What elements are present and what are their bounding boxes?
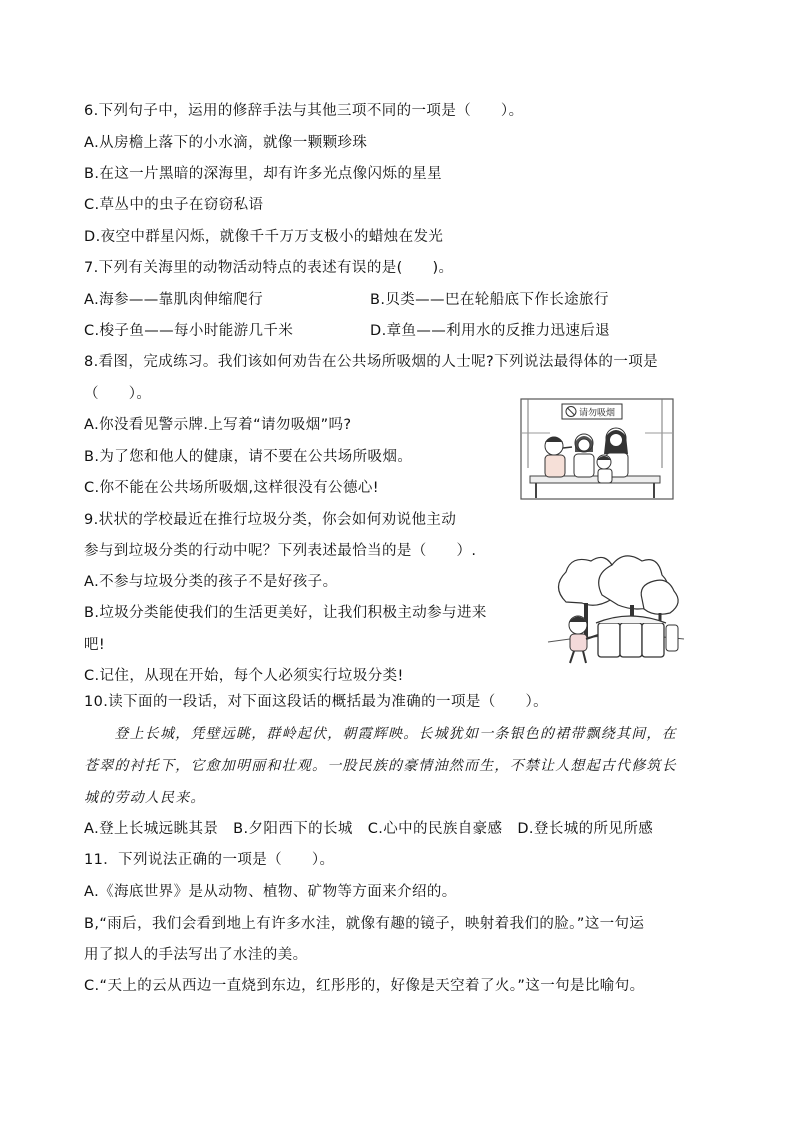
smoking-scene-image	[520, 398, 674, 500]
q9-option-b-line2: 吧!	[84, 637, 106, 653]
no-smoking-sign-text: 请勿吸烟	[579, 408, 616, 419]
q10-passage-line3: 城的劳动人民来。	[84, 790, 206, 806]
q9-option-b-line1: B.垃圾分类能使我们的生活更美好，让我们积极主动参与进来	[84, 605, 487, 621]
q7-option-d: D.章鱼——利用水的反推力迅速后退	[370, 323, 611, 339]
q11-option-c: C.“天上的云从西边一直烧到东边，红彤彤的，好像是天空着了火。”这一句是比喻句。	[84, 978, 645, 994]
q8-option-b: B.为了您和他人的健康，请不要在公共场所吸烟。	[84, 449, 413, 465]
q8-stem-line2: （ ）。	[84, 386, 152, 402]
q11-option-a: A.《海底世界》是从动物、植物、矿物等方面来介绍的。	[84, 884, 457, 900]
q6-stem: 6.下列句子中，运用的修辞手法与其他三项不同的一项是（ ）。	[84, 103, 524, 119]
garbage-sorting-image	[546, 547, 686, 667]
q11-stem: 11．下列说法正确的一项是（ ）。	[84, 852, 335, 868]
q10-passage-line2: 苍翠的衬托下，它愈加明丽和壮观。一股民族的豪情油然而生，不禁让人想起古代修筑长	[84, 758, 677, 774]
q7-option-b: B.贝类——巴在轮船底下作长途旅行	[370, 292, 609, 308]
q10-passage-line1: 登上长城，凭壁远眺，群岭起伏，朝霞辉映。长城犹如一条银色的裙带飘绕其间，在	[84, 726, 677, 742]
q11-option-b-line2: 用了拟人的手法写出了水洼的美。	[84, 947, 308, 963]
q10-stem: 10.读下面的一段话，对下面这段话的概括最为准确的一项是（ ）。	[84, 694, 549, 710]
q9-option-a: A.不参与垃圾分类的孩子不是好孩子。	[84, 574, 338, 590]
q11-option-b-line1: B,“雨后，我们会看到地上有许多水洼，就像有趣的镜子，映射着我们的脸。”这一句运	[84, 916, 645, 932]
q8-option-a: A.你没看见警示牌.上写着“请勿吸烟”吗?	[84, 417, 352, 433]
q9-option-c: C.记住，从现在开始，每个人必须实行垃圾分类!	[84, 668, 404, 684]
q10-options: A.登上长城远眺其景 B.夕阳西下的长城 C.心中的民族自豪感 D.登长城的所见所感	[84, 821, 654, 837]
q9-illustration	[546, 547, 686, 667]
q8-stem-line1: 8.看图，完成练习。我们该如何劝告在公共场所吸烟的人士呢?下列说法最得体的一项是	[84, 354, 659, 370]
q7-stem: 7.下列有关海里的动物活动特点的表述有误的是( )。	[84, 260, 454, 276]
q9-stem-line1: 9.状状的学校最近在推行垃圾分类，你会如何劝说他主动	[84, 512, 457, 528]
q6-option-c: C.草丛中的虫子在窃窃私语	[84, 197, 264, 213]
q7-option-a: A.海参——靠肌肉伸缩爬行	[84, 292, 263, 308]
q7-option-c: C.梭子鱼——每小时能游几千米	[84, 323, 294, 339]
q6-option-d: D.夜空中群星闪烁，就像千千万万支极小的蜡烛在发光	[84, 229, 444, 245]
q8-illustration	[520, 398, 674, 500]
q6-option-b: B.在这一片黑暗的深海里，却有许多光点像闪烁的星星	[84, 166, 443, 182]
q6-option-a: A.从房檐上落下的小水滴，就像一颗颗珍珠	[84, 135, 368, 151]
q8-option-c: C.你不能在公共场所吸烟,这样很没有公德心!	[84, 480, 379, 496]
q9-stem-line2: 参与到垃圾分类的行动中呢？下列表述最恰当的是（ ）.	[84, 543, 477, 559]
